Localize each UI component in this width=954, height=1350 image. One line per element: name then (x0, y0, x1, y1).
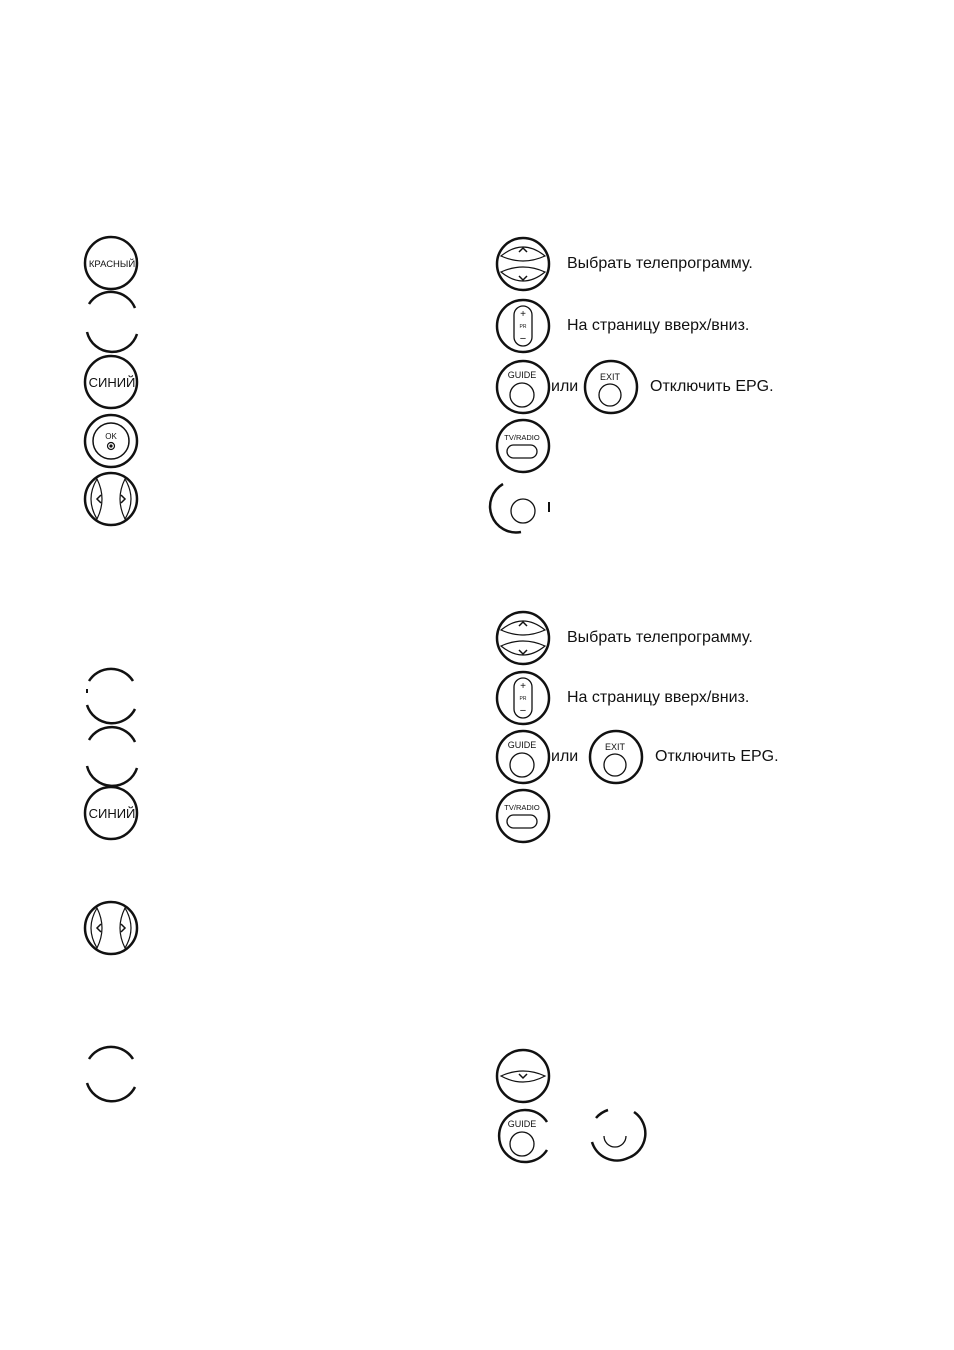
partial-round-button[interactable] (495, 478, 551, 534)
svg-text:+: + (520, 309, 526, 320)
tv-radio-button-icon-2 (495, 788, 551, 844)
pr-button-2[interactable] (495, 670, 551, 726)
up-down-button[interactable] (495, 236, 551, 292)
ok-label: OK (105, 432, 117, 441)
guide-label-3: GUIDE (507, 1119, 537, 1129)
pr-button[interactable] (495, 298, 551, 354)
exit-button-2[interactable] (588, 729, 644, 785)
exit-label: EXIT (599, 372, 621, 382)
yellow-button-3[interactable] (83, 1047, 139, 1103)
left-right-arrows-icon-2 (83, 900, 139, 956)
guide-button-3[interactable] (495, 1108, 551, 1164)
exit-epg-text-2: Отключить EPG. (655, 748, 779, 765)
exit-label-2: EXIT (604, 742, 626, 752)
down-arrow-icon (495, 1048, 551, 1104)
guide-label-2: GUIDE (507, 740, 537, 750)
guide-label: GUIDE (507, 370, 537, 380)
red-button[interactable] (83, 235, 139, 291)
pr-label-2: PR (519, 696, 527, 702)
page-updown-text-2: На страницу вверх/вниз. (567, 689, 750, 706)
exit-button-icon (583, 359, 639, 415)
left-right-arrows-icon (83, 471, 139, 527)
exit-button-icon-2 (588, 729, 644, 785)
partial-round-button-icon (495, 478, 551, 534)
partial-exit-button[interactable] (588, 1106, 644, 1162)
guide-button-icon-3 (495, 1108, 551, 1164)
pr-label: PR (519, 324, 527, 330)
yellow-button[interactable] (83, 669, 139, 725)
guide-button-icon-2 (495, 729, 551, 785)
select-program-text: Выбрать телепрограмму. (567, 255, 753, 272)
svg-text:−: − (519, 333, 527, 345)
or-text-2: или (551, 748, 579, 765)
red-button-label: КРАСНЫЙ (88, 259, 136, 270)
green-button-icon (83, 294, 139, 350)
blue-button-label: СИНИЙ (88, 375, 136, 390)
tv-radio-button-icon (495, 418, 551, 474)
guide-button-2[interactable] (495, 729, 551, 785)
page-updown-text: На страницу вверх/вниз. (567, 317, 750, 334)
green-button-2-icon (83, 728, 139, 784)
svg-text:−: − (519, 705, 527, 717)
tv-radio-button-2[interactable] (495, 788, 551, 844)
guide-button-icon (495, 359, 551, 415)
tv-radio-button[interactable] (495, 418, 551, 474)
green-button[interactable] (83, 294, 139, 350)
yellow-button-icon (83, 669, 139, 725)
left-right-nav-button[interactable] (83, 471, 139, 527)
yellow-button-3-icon (83, 1047, 139, 1103)
guide-button[interactable] (495, 359, 551, 415)
exit-button[interactable] (583, 359, 639, 415)
up-down-arrows-icon (495, 236, 551, 292)
blue-button-icon (83, 354, 139, 410)
left-right-nav-button-2[interactable] (83, 900, 139, 956)
pr-plus-minus-icon-2 (495, 670, 551, 726)
red-button-icon (83, 235, 139, 291)
green-button-2[interactable] (83, 728, 139, 784)
blue-button-2-label: СИНИЙ (88, 806, 136, 821)
blue-button-2[interactable] (83, 785, 139, 841)
or-text: или (551, 378, 579, 395)
pr-plus-minus-icon (495, 298, 551, 354)
partial-exit-button-icon (588, 1106, 644, 1162)
up-down-arrows-icon-2 (495, 610, 551, 666)
svg-text:+: + (520, 681, 526, 692)
select-program-text-2: Выбрать телепрограмму. (567, 629, 753, 646)
blue-button[interactable] (83, 354, 139, 410)
ok-button-icon (83, 413, 139, 469)
tvradio-label: TV/RADIO (504, 433, 540, 442)
tvradio-label-2: TV/RADIO (504, 803, 540, 812)
blue-button-2-icon (83, 785, 139, 841)
up-down-button-2[interactable] (495, 610, 551, 666)
exit-epg-text: Отключить EPG. (650, 378, 774, 395)
down-button[interactable] (495, 1048, 551, 1104)
ok-button[interactable] (83, 413, 139, 469)
